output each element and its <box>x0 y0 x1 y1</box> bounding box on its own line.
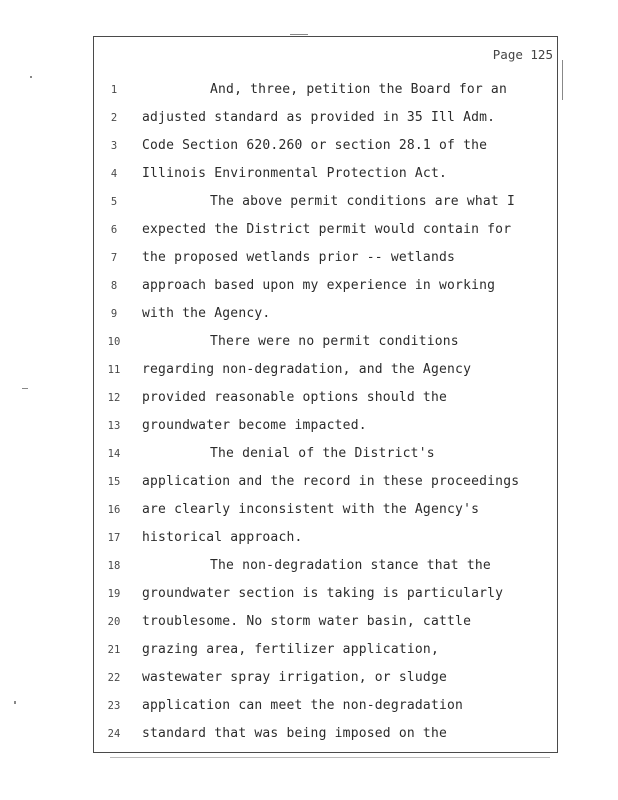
line-number: 7 <box>110 252 118 264</box>
line-number: 9 <box>110 308 118 320</box>
line-number: 8 <box>110 280 118 292</box>
line-text: There were no permit conditions <box>210 334 459 349</box>
page-number: Page 125 <box>492 47 553 62</box>
scan-speck <box>22 388 28 389</box>
line-text: And, three, petition the Board for an <box>210 82 507 97</box>
line-number: 2 <box>110 112 118 124</box>
line-number: 12 <box>107 392 121 404</box>
transcript-page <box>93 36 558 753</box>
line-text: with the Agency. <box>142 306 271 321</box>
line-number: 24 <box>107 728 121 740</box>
line-number: 14 <box>107 448 121 460</box>
line-text: Code Section 620.260 or section 28.1 of the <box>142 138 488 153</box>
line-text: the proposed wetlands prior -- wetlands <box>142 250 456 265</box>
line-number: 1 <box>110 84 118 96</box>
scan-speck <box>562 60 563 100</box>
line-number: 18 <box>107 560 121 572</box>
line-text: Illinois Environmental Protection Act. <box>142 166 448 181</box>
line-number: 13 <box>107 420 121 432</box>
line-text: The above permit conditions are what I <box>210 194 516 209</box>
line-number: 5 <box>110 196 118 208</box>
line-number: 19 <box>107 588 121 600</box>
line-number: 11 <box>107 364 121 376</box>
line-text: groundwater become impacted. <box>142 418 367 433</box>
line-number: 17 <box>107 532 121 544</box>
line-text: The denial of the District's <box>210 446 435 461</box>
line-text: groundwater section is taking is particularly <box>142 586 504 601</box>
line-number: 4 <box>110 168 118 180</box>
line-text: troublesome. No storm water basin, cattle <box>142 614 472 629</box>
line-text: adjusted standard as provided in 35 Ill Adm. <box>142 110 496 125</box>
line-number: 16 <box>107 504 121 516</box>
line-number: 21 <box>107 644 121 656</box>
scan-speck <box>14 701 16 704</box>
scan-speck <box>30 76 32 78</box>
scan-speck <box>290 34 308 35</box>
scan-speck <box>110 757 550 758</box>
line-text: regarding non-degradation, and the Agency <box>142 362 472 377</box>
line-text: grazing area, fertilizer application, <box>142 642 439 657</box>
line-text: The non-degradation stance that the <box>210 558 491 573</box>
line-number: 3 <box>110 140 118 152</box>
line-text: standard that was being imposed on the <box>142 726 448 741</box>
line-text: application can meet the non-degradation <box>142 698 464 713</box>
line-text: application and the record in these proceedings <box>142 474 520 489</box>
line-number: 10 <box>107 336 121 348</box>
line-text: historical approach. <box>142 530 303 545</box>
line-text: approach based upon my experience in working <box>142 278 496 293</box>
line-text: provided reasonable options should the <box>142 390 448 405</box>
line-text: wastewater spray irrigation, or sludge <box>142 670 448 685</box>
line-number: 20 <box>107 616 121 628</box>
line-number: 22 <box>107 672 121 684</box>
line-number: 15 <box>107 476 121 488</box>
line-number: 6 <box>110 224 118 236</box>
line-text: are clearly inconsistent with the Agency's <box>142 502 480 517</box>
line-text: expected the District permit would contain for <box>142 222 512 237</box>
line-number: 23 <box>107 700 121 712</box>
